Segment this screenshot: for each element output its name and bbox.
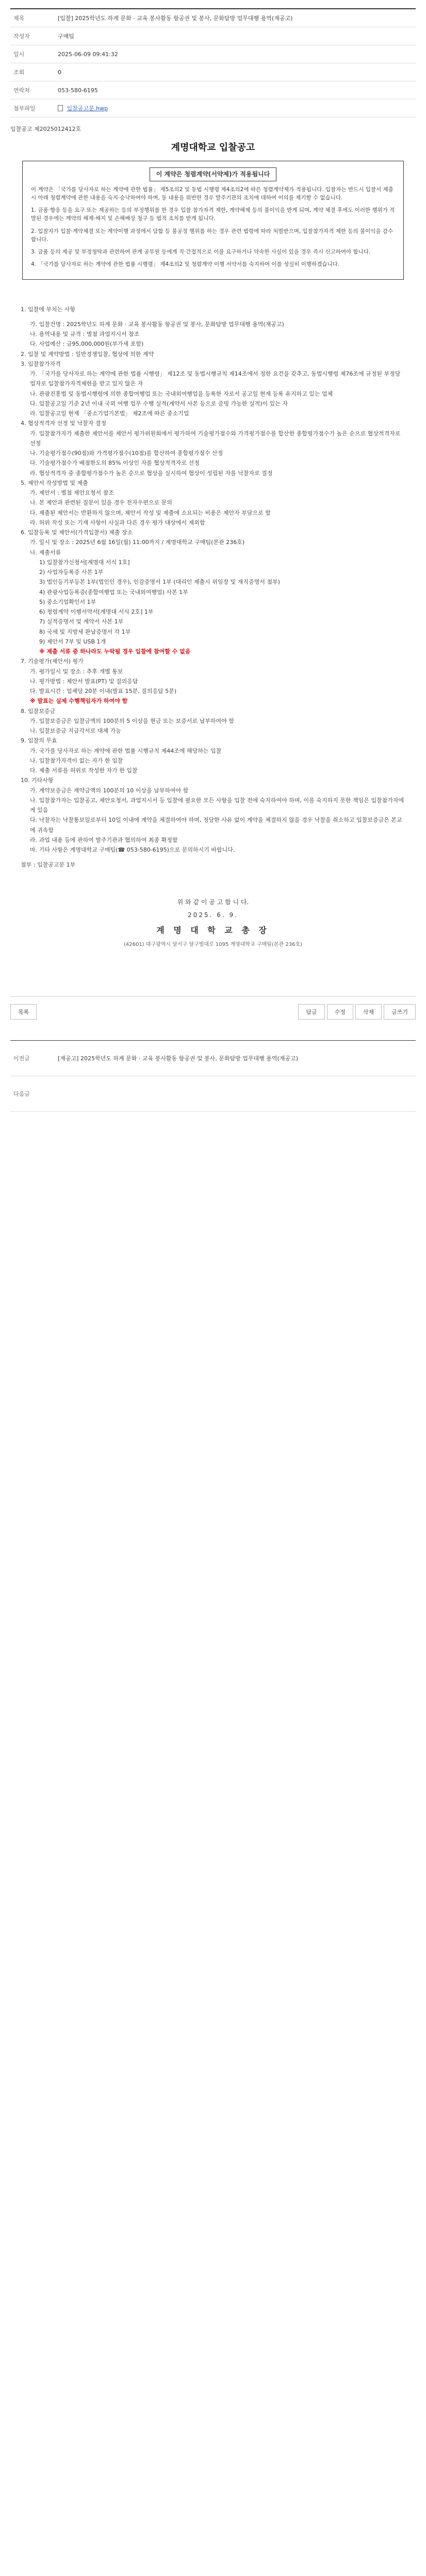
- prev-post-link[interactable]: [재공고] 2025학년도 하계 문화 · 교육 봉사활동 항공권 및 봉사, 문화탐방 업무대행 용역(재공고): [58, 1055, 299, 1062]
- body-line: 10. 기타사항: [21, 777, 54, 784]
- body-line: 9) 제안서 7부 및 USB 1개: [39, 638, 106, 645]
- meta-row-date: [10, 45, 416, 63]
- body-line: 나. 관광진흥법 및 동법시행령에 의한 종합여행업 또는 국내외여행업을 등록한 자로서 공고일 현재 등록 유지하고 있는 업체: [30, 390, 333, 397]
- body-line: 가. 제안서 : 별첨 제안요청서 참조: [30, 489, 114, 497]
- body-line: 7) 실적증명서 및 계약서 사본 1부: [39, 618, 124, 625]
- body-line: 라. 협상적격자 중 종합평가점수가 높은 순으로 협상을 실시하여 협상이 성립된 자를 낙찰자로 결정: [30, 469, 273, 477]
- meta-row-contact: [10, 81, 416, 99]
- body-line: 가. 계약보증금은 계약금액의 100분의 10 이상을 납부하여야 함: [30, 787, 189, 794]
- body-line: 다. 기술평가점수가 배점한도의 85% 이상인 자를 협상적격자로 선정: [30, 460, 200, 467]
- body-line: 라. 입찰공고일 현재 「중소기업기본법」 제2조에 따른 중소기업: [30, 410, 189, 417]
- body-line: 나. 입찰보증금 지급각서로 대체 가능: [30, 727, 121, 735]
- meta-label: 연락처: [13, 87, 30, 94]
- action-bar: [10, 996, 416, 1020]
- body-line: 2. 입찰 및 계약방법 : 일반경쟁입찰, 협상에 의한 계약: [21, 350, 154, 358]
- prev-post-row[interactable]: [10, 1040, 416, 1076]
- list-button[interactable]: 목록: [10, 1004, 37, 1020]
- body-line: 나. 제출서류: [30, 549, 61, 556]
- announcement-body: [10, 280, 416, 870]
- meta-label: 작성자: [13, 33, 30, 40]
- issuer-name: 계 명 대 학 교 총 장: [156, 925, 270, 936]
- post-action-group: [298, 1004, 416, 1020]
- meta-label: 제목: [13, 15, 25, 22]
- attach-cell: [55, 99, 416, 117]
- issuer-address: (42601) 대구광역시 달서구 달구벌대로 1095 계명대학교 구매팀(본관 236호): [123, 941, 303, 947]
- sign-date: 2025. 6. 9.: [188, 911, 238, 919]
- body-line: 4) 관광사업등록증(종합여행업 또는 국내외여행업) 사본 1부: [39, 588, 188, 596]
- spacer: [21, 314, 405, 319]
- meta-row-attach: [10, 99, 416, 117]
- meta-label: 일시: [13, 51, 25, 58]
- body-line: 다. 입찰공고일 기준 2년 이내 국외 여행 업무 수행 실적(계약서 사본 등으로 증빙 가능한 실적)이 있는 자: [30, 400, 288, 407]
- body-line: 나. 평가방법 : 제안서 발표(PT) 및 질의응답: [30, 677, 138, 685]
- meta-row-title: [10, 9, 416, 27]
- spacer: [21, 855, 405, 860]
- body-line: 2) 사업자등록증 사본 1부: [39, 569, 104, 576]
- body-line: 가. 국가를 당사자로 하는 계약에 관한 법률 시행규칙 제44조에 해당하는 입찰: [30, 747, 222, 754]
- body-line: 다. 발표시간 : 업체당 20분 이내(발표 15분, 질의응답 5분): [30, 688, 177, 695]
- body-line: 7. 기술평가(제안서) 평가: [21, 658, 84, 665]
- body-line: 다. 낙찰자는 낙찰통보일로부터 10일 이내에 계약을 체결하여야 하며, 정당한 사유 없이 계약을 체결하지 않을 경우 낙찰을 취소하고 입찰보증금은 본교에 귀속함: [30, 817, 402, 834]
- notice-paragraph: 4. 「국가를 당사자로 하는 계약에 관한 법률 시행령」 제4조의2 및 청렴계약 이행 서약서를 숙지하여 이를 성실히 이행하겠습니다.: [31, 261, 340, 268]
- body-line: 1) 입찰참가신청서[계명대 서식 1호]: [39, 558, 130, 566]
- announcement-number: 입찰공고 제2025012412호: [10, 126, 81, 132]
- body-line: 5) 중소기업확인서 1부: [39, 598, 96, 605]
- body-line: 라. 과업 내용 등에 관하여 발주기관과 협의하여 최종 확정함: [30, 836, 178, 843]
- body-line: 나. 용역내용 및 규격 : 별첨 과업지시서 참조: [30, 331, 140, 338]
- body-line: 6) 청렴계약 이행서약서[계명대 서식 2호] 1부: [39, 608, 154, 616]
- next-label: 다음글: [13, 1090, 30, 1097]
- meta-label: 첨부파일: [13, 105, 36, 112]
- body-line: 다. 제출된 제안서는 반환하지 않으며, 제안서 작성 및 제출에 소요되는 비용은 제안자 부담으로 함: [30, 509, 271, 516]
- body-line: ※ 제출 서류 중 하나라도 누락될 경우 입찰에 참여할 수 없음: [39, 648, 191, 655]
- notice-paragraph: 3. 금품 등의 제공 및 부정청탁과 관련하여 관계 공무원 등에게 직·간접적으로 이를 요구하거나 약속한 사실이 있을 경우 즉시 신고하여야 합니다.: [31, 249, 371, 256]
- file-icon: [58, 105, 63, 111]
- body-line: ※ 발표는 실제 수행책임자가 하여야 함: [30, 698, 128, 705]
- body-line: 8) 국세 및 지방세 완납증명서 각 1부: [39, 628, 131, 635]
- notice-paragraph: 1. 금품·향응 등을 요구 또는 제공하는 등의 부정행위를 한 경우 입찰 참가자격 제한, 계약해제 등의 불이익을 받게 되며, 계약 체결 후에도 이러한 행위가 적발된 경우에는 계약의 해제·해지 및 손해배상 청구 등 법적 조치를 받게 됩니다.: [31, 207, 395, 222]
- next-post-link[interactable]: [55, 1076, 416, 1111]
- signature-block: [10, 896, 416, 950]
- write-button[interactable]: 글쓰기: [384, 1004, 416, 1020]
- body-line: 나. 본 제안과 관련된 질문이 있을 경우 전자우편으로 문의: [30, 499, 172, 506]
- meta-row-author: [10, 27, 416, 45]
- body-line: 가. 입찰참가자가 제출한 제안서를 제안서 평가위원회에서 평가하여 기술평가점수와 가격평가점수를 합산한 종합평가점수가 높은 순으로 협상적격자로 선정: [30, 430, 402, 447]
- prev-label: 이전글: [13, 1055, 30, 1062]
- body-line: 마. 기타 사항은 계명대학교 구매팀(☎ 053-580-6195)으로 문의하시기 바랍니다.: [30, 846, 235, 854]
- post-meta-table: [10, 8, 416, 117]
- body-line: 4. 협상적격자 선정 및 낙찰자 결정: [21, 420, 107, 427]
- body-line: 가. 입찰건명 : 2025학년도 하계 문화 · 교육 봉사활동 항공권 및 봉사, 문화탐방 업무대행 용역(재공고): [30, 320, 284, 328]
- body-line: 3. 입찰참가자격: [21, 360, 61, 367]
- body-line: 나. 입찰참가자격이 없는 자가 한 입찰: [30, 757, 123, 764]
- reply-button[interactable]: 답글: [298, 1004, 324, 1020]
- body-line: 가. 입찰보증금은 입찰금액의 100분의 5 이상을 현금 또는 보증서로 납부하여야 함: [30, 717, 234, 724]
- body-line: 첨부 : 입찰공고문 1부: [21, 861, 76, 869]
- notice-paragraph: 이 계약은 「국가를 당사자로 하는 계약에 관한 법률」 제5조의2 및 동법 시행령 제4조의2에 따른 청렴계약제가 적용됩니다. 입찰자는 반드시 입찰서 제출시 아래 청렴계약에 관한 내용을 숙지·승낙하여야 하며, 동 내용을 위반한 경우 발주기관의 조치에 대하여 이의를 제기할 수 없습니다.: [31, 186, 394, 201]
- next-post-row[interactable]: [10, 1076, 416, 1111]
- body-line: 다. 제출 서류를 허위로 작성한 자가 한 입찰: [30, 767, 138, 774]
- body-line: 나. 입찰참가자는 입찰공고, 제안요청서, 과업지시서 등 입찰에 필요한 모든 사항을 입찰 전에 숙지하여야 하며, 이를 숙지하지 못한 책임은 입찰참가자에게 있음: [30, 796, 404, 814]
- body-line: 1. 입찰에 부치는 사항: [21, 306, 75, 313]
- body-line: 나. 기술평가점수(90점)와 가격평가점수(10점)를 합산하여 종합평가점수 산정: [30, 450, 223, 457]
- body-line: 5. 제안서 작성방법 및 제출: [21, 479, 88, 486]
- closing-text: 위 와 같 이 공 고 합 니 다.: [177, 898, 249, 906]
- body-line: 가. 「국가를 당사자로 하는 계약에 관한 법률 시행령」 제12조 및 동법시행규칙 제14조에서 정한 요건을 갖추고, 동법시행령 제76조에 규정된 부정당업자로 입찰참가자격제한을 받고 있지 않은 자: [30, 370, 401, 387]
- notice-heading: 이 계약은 청렴계약(서약제)가 적용됩니다: [150, 167, 277, 181]
- post-date: 2025-06-09 09:41:32: [58, 50, 118, 58]
- body-line: 9. 입찰의 무효: [21, 737, 57, 744]
- document-title: 계명대학교 입찰공고: [171, 142, 255, 153]
- body-line: 다. 사업예산 : 금95,000,000원(부가세 포함): [30, 341, 144, 348]
- meta-row-views: [10, 63, 416, 81]
- body-line: 가. 평가일시 및 장소 : 추후 개별 통보: [30, 668, 123, 675]
- body-line: 3) 법인등기부등본 1부(법인인 경우), 인감증명서 1부 (대리인 제출시 위임장 및 재직증명서 첨부): [39, 579, 280, 586]
- edit-button[interactable]: 수정: [327, 1004, 353, 1020]
- post-content: [10, 117, 416, 950]
- post-contact: 053-580-6195: [58, 87, 98, 94]
- body-line: 8. 입찰보증금: [21, 707, 56, 715]
- post-author: 구매팀: [58, 33, 74, 40]
- body-line: 6. 입찰등록 및 제안서(가격입찰서) 제출 장소: [21, 529, 133, 536]
- post-views: 0: [58, 69, 61, 76]
- delete-button[interactable]: 삭제: [355, 1004, 382, 1020]
- meta-label: 조회: [13, 69, 25, 76]
- body-line: 가. 일시 및 장소 : 2025년 6월 16일(월) 11:00까지 / 계명대학교 구매팀(본관 236호): [30, 539, 245, 546]
- notice-paragraph: 2. 입찰자가 입찰·계약체결 또는 계약이행 과정에서 담합 등 불공정 행위를 하는 경우 관련 법령에 따라 처벌받으며, 입찰참가자격 제한 등의 불이익을 감수합니다.: [31, 228, 394, 243]
- body-line: 라. 허위 작성 또는 기재 사항이 사실과 다른 경우 평가 대상에서 제외함: [30, 519, 205, 526]
- integrity-notice-box: [22, 161, 404, 280]
- post-title: [입찰] 2025학년도 하계 문화 · 교육 봉사활동 항공권 및 봉사, 문화탐방 업무대행 용역(재공고): [58, 15, 293, 22]
- post-navigation: [10, 1040, 416, 1112]
- attachment-link[interactable]: 입찰공고문.hwp: [67, 105, 108, 112]
